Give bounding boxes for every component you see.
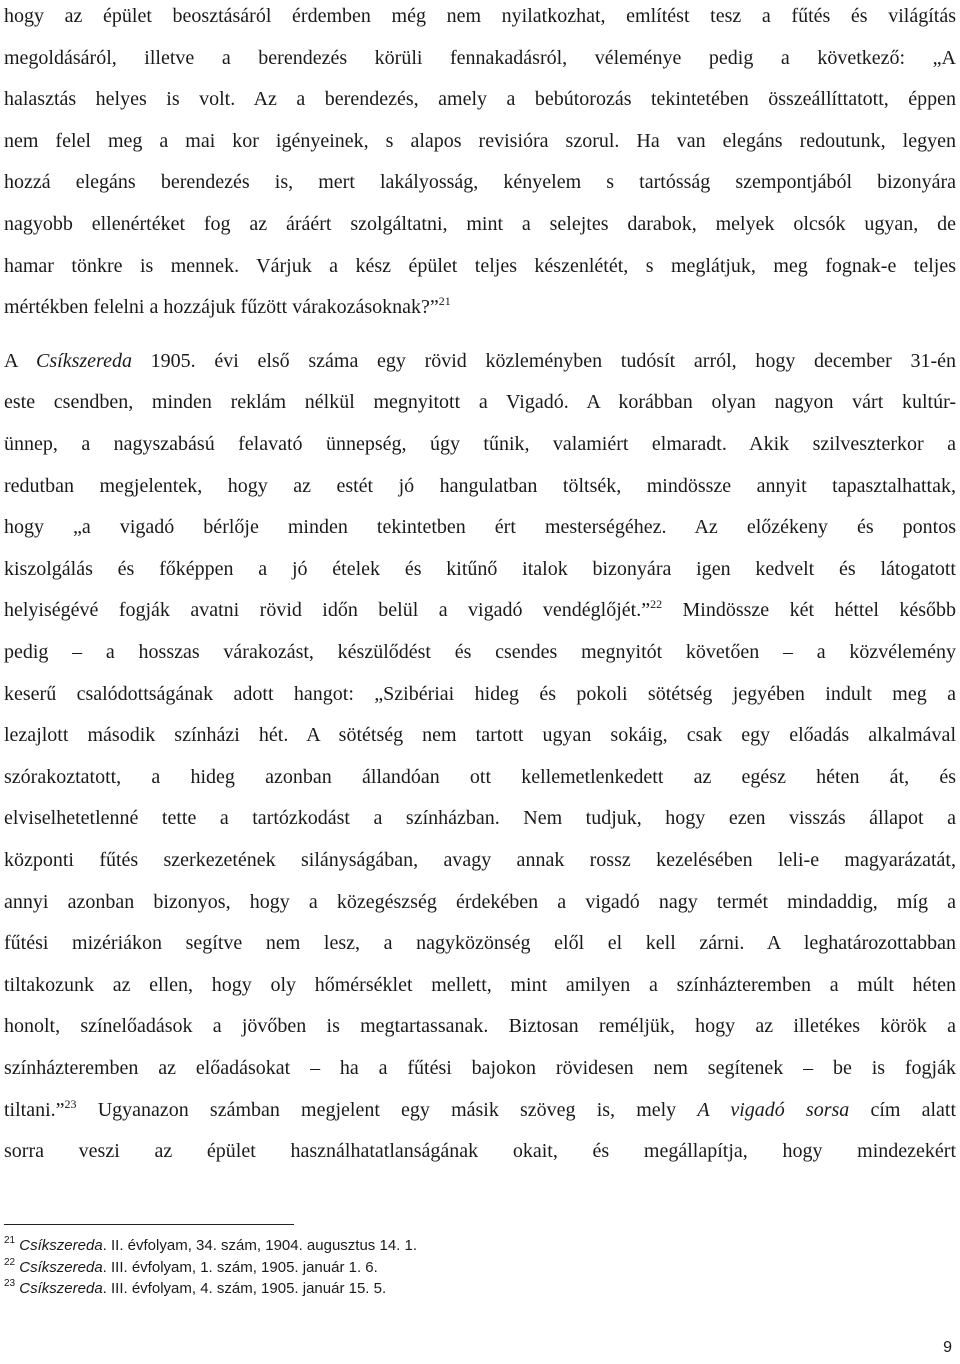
text-line — [4, 204, 956, 246]
text-line — [4, 1131, 956, 1173]
text-segment: honolt, színelőadások a jövőben is megtartassanak. Biztosan reméljük, hogy az illetékes körök a — [4, 1015, 956, 1038]
footnote-number: 23 — [4, 1278, 16, 1289]
text-segment: pedig – a hosszas várakozást, készülődést és csendes megnyitót követően – a közvélemény — [4, 641, 956, 663]
text-line — [4, 246, 956, 288]
text-segment: halasztás helyes is volt. Az a berendezés, amely a bebútorozás tekintetében összeállíttatott, éppen — [4, 88, 956, 111]
text-segment: 1905. évi első száma egy rövid közleményben tudósít arról, hogy december 31-én — [131, 349, 956, 372]
text-segment: Ugyanazon számban megjelent egy másik szöveg is, mely — [76, 1098, 698, 1121]
text-line — [4, 965, 956, 1007]
text-segment: Mindössze két héttel később — [662, 599, 956, 622]
text-line — [4, 1006, 956, 1048]
text-segment: mértékben felelni a hozzájuk fűzött várakozásoknak?” — [4, 296, 439, 319]
footnote-source: Csíkszereda — [19, 1280, 103, 1297]
footnote-citation: . II. évfolyam, 34. szám, 1904. augusztus 14. 1. — [102, 1237, 418, 1254]
text-line — [4, 287, 956, 329]
text-segment: helyiségévé fogják avatni rövid időn belül a vigadó vendéglőjét.” — [4, 599, 651, 622]
footnote-number: 22 — [4, 1256, 16, 1268]
text-line — [4, 382, 956, 424]
italic-title: Csíkszereda — [36, 349, 132, 372]
text-segment: hogy „a vigadó bérlője minden tekintetben ért mesterségéhez. Az előzékeny és pontos — [4, 516, 956, 539]
footnote — [4, 1257, 934, 1279]
text-line — [4, 341, 956, 383]
footnote-reference: 23 — [64, 1096, 77, 1111]
text-line — [4, 549, 956, 591]
text-line — [4, 798, 956, 840]
footnote-source: Csíkszereda — [19, 1258, 103, 1276]
text-segment: kiszolgálás és főképpen a jó ételek és kitűnő italok bizonyára igen kedvelt és látogatott — [4, 557, 956, 580]
text-segment: sorra veszi az épület használhatatlanságának okait, és megállapítja, hogy mindezekért — [4, 1140, 956, 1163]
footnote-number: 21 — [4, 1235, 16, 1246]
footnote — [4, 1278, 934, 1300]
footnotes — [4, 1224, 934, 1300]
footnote-reference: 22 — [650, 597, 663, 612]
italic-title: A vigadó sorsa — [697, 1098, 850, 1121]
text-line — [4, 1090, 956, 1132]
text-line — [4, 466, 956, 508]
footnote-reference: 21 — [438, 294, 451, 309]
text-segment: tiltakozunk az ellen, hogy oly hőmérséklet mellett, mint amilyen a színházteremben a múlt héten — [4, 973, 956, 996]
text-segment: központi fűtés szerkezetének silányságában, avagy annak rossz kezelésében leli-e magyarázatát, — [4, 849, 956, 871]
text-line — [4, 632, 956, 674]
text-segment: tiltani.” — [4, 1098, 65, 1121]
text-line — [4, 507, 956, 549]
text-segment: redutban megjelentek, hogy az estét jó hangulatban töltsék, mindössze annyit tapasztalhattak, — [4, 474, 956, 497]
text-segment: hozzá elegáns berendezés is, mert lakályosság, kényelem s tartósság szempontjából bizonyára — [4, 171, 956, 194]
text-line — [4, 424, 956, 466]
text-segment: A — [4, 349, 37, 372]
text-segment: este csendben, minden reklám nélkül megnyitott a Vigadó. A korábban olyan nagyon várt kultúr- — [4, 391, 956, 414]
text-segment: annyi azonban bizonyos, hogy a közegészség érdekében a vigadó nagy termét mindaddig, míg a — [4, 890, 956, 913]
text-segment: nagyobb ellenértéket fog az áráért szolgáltatni, mint a selejtes darabok, melyek olcsók ugyan, de — [4, 213, 956, 235]
footnote — [4, 1235, 934, 1257]
text-line — [4, 1048, 956, 1090]
text-segment: lezajlott második színházi hét. A sötétség nem tartott ugyan sokáig, csak egy előadás alkalmával — [4, 724, 956, 747]
text-segment: színházteremben az előadásokat – ha a fűtési bajokon rövidesen nem segítenek – be is fogják — [4, 1057, 956, 1079]
text-segment: hogy az épület beosztásáról érdemben még nem nyilatkozhat, említést tesz a fűtés és világítás — [4, 5, 956, 27]
text-line — [4, 674, 956, 716]
footnote-separator — [4, 1224, 294, 1225]
text-line — [4, 162, 956, 204]
text-line — [4, 590, 956, 632]
text-line — [4, 0, 956, 38]
text-segment: ünnep, a nagyszabású felavató ünnepség, úgy tűnik, valamiért elmaradt. Akik szilveszterkor a — [4, 433, 956, 455]
text-segment: fűtési mizériákon segítve nem lesz, a nagyközönség elől el kell zárni. A leghatározottabban — [4, 932, 956, 955]
text-segment: elviselhetetlenné tette a tartózkodást a színházban. Nem tudjuk, hogy ezen visszás állapot a — [4, 807, 956, 830]
footnote-citation: . III. évfolyam, 1. szám, 1905. január 1. 6. — [102, 1258, 378, 1276]
text-line — [4, 38, 956, 80]
page-number: 9 — [943, 1339, 952, 1356]
footnote-citation: . III. évfolyam, 4. szám, 1905. január 15. 5. — [102, 1280, 387, 1297]
text-line — [4, 715, 956, 757]
text-segment: hamar tönkre is mennek. Várjuk a kész épület teljes készenlétét, s meglátjuk, meg fognak-e teljes — [4, 254, 956, 277]
text-line — [4, 882, 956, 924]
text-segment: megoldásáról, illetve a berendezés körüli fennakadásról, véleménye pedig a következő: „A — [4, 46, 956, 69]
text-line — [4, 923, 956, 965]
text-segment: cím alatt — [849, 1098, 957, 1121]
text-segment: nem felel meg a mai kor igényeinek, s alapos revisióra szorul. Ha van elegáns redoutunk, legyen — [4, 129, 956, 152]
text-line — [4, 121, 956, 163]
text-segment: szórakoztatott, a hideg azonban állandóan ott kellemetlenkedett az egész héten át, és — [4, 765, 956, 788]
text-segment: keserű csalódottságának adott hangot: „Szibériai hideg és pokoli sötétség jegyében indult meg a — [4, 682, 956, 705]
footnote-source: Csíkszereda — [19, 1237, 103, 1254]
text-line — [4, 757, 956, 799]
text-line — [4, 840, 956, 882]
text-line — [4, 79, 956, 121]
